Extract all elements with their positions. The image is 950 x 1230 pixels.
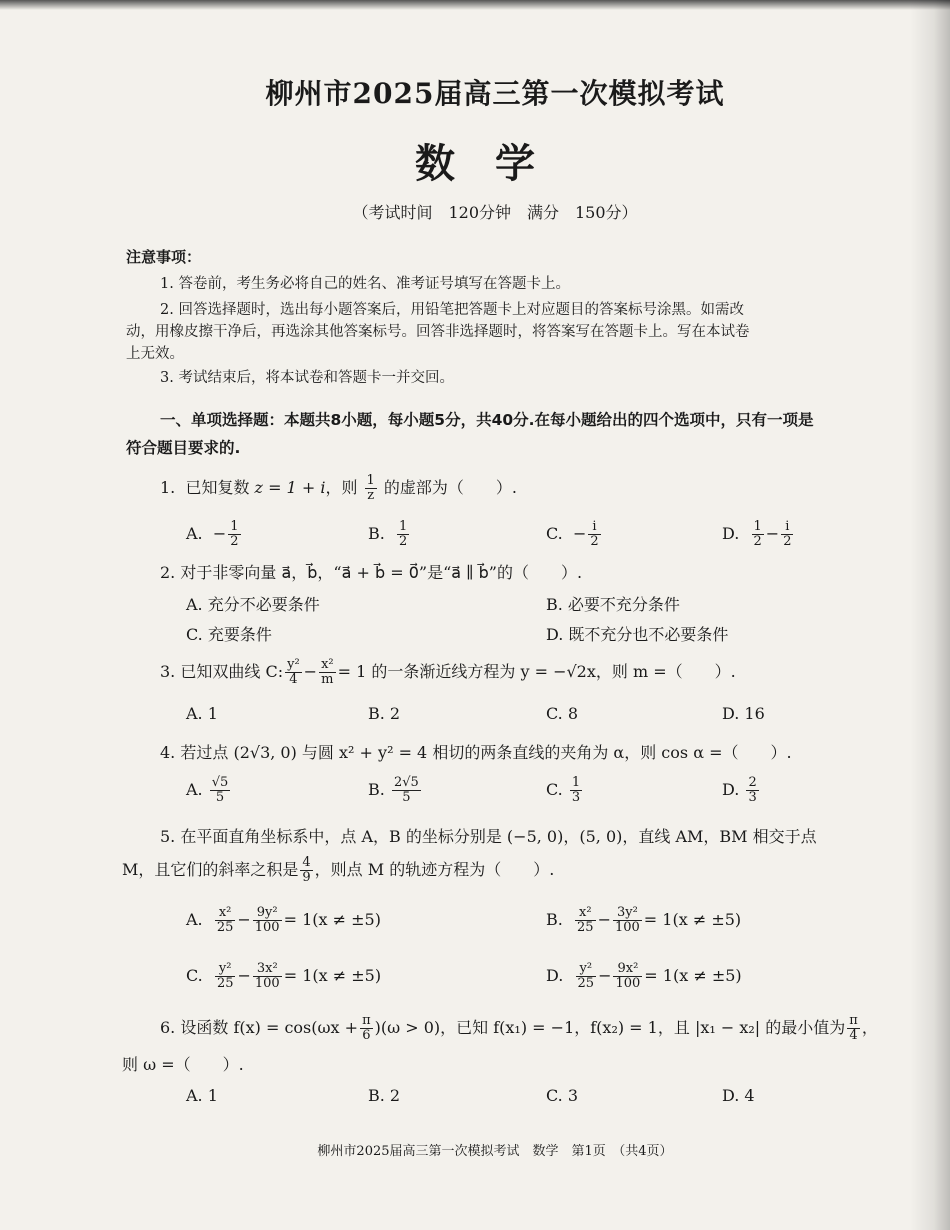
- q1-option-c: C. − $\frac{i}{2}$: [546, 519, 599, 549]
- question-3: 3. 已知双曲线 C: $\frac{\text{y²}}{4}$ − $\frac{\text{x²}}{m}$ = 1 的一条渐近线方程为 y = −√2x，则 m =（ ）.: [160, 657, 736, 687]
- q6-option-c: C. 3: [546, 1086, 579, 1105]
- q1-option-a: A. − $\frac{1}{2}$: [186, 519, 239, 549]
- q1-frac: $\frac{1}{z}$: [366, 473, 375, 503]
- q4-option-c: C. $\frac{1}{3}$: [546, 775, 581, 805]
- exam-title: 柳州市2025届高三第一次模拟考试: [265, 77, 725, 110]
- question-5-line1: 5. 在平面直角坐标系中，点 A，B 的坐标分别是 (−5, 0)，(5, 0)，直线 AM，BM 相交于点: [160, 827, 817, 846]
- q5-option-d: D. $\frac{\text{y²}}{25}$ − $\frac{\text{9x²}}{100}$ = 1(x ≠ ±5): [546, 961, 742, 991]
- q5-option-b: B. $\frac{\text{x²}}{25}$ − $\frac{\text{3y²}}{100}$ = 1(x ≠ ±5): [546, 905, 742, 935]
- section-heading-line2: 符合题目要求的.: [126, 439, 241, 457]
- question-5-line2: M，且它们的斜率之积是 $\frac{4}{9}$ ，则点 M 的轨迹方程为（ ）.: [122, 855, 555, 885]
- q4-option-d: D. $\frac{2}{3}$: [722, 775, 757, 805]
- question-1: 1. 已知复数 z = 1 + i，则 $\frac{1}{z}$ 的虚部为（ ）.: [160, 473, 518, 503]
- note-1: 1. 答卷前，考生务必将自己的姓名、准考证号填写在答题卡上。: [160, 276, 570, 292]
- q2-option-b: B. 必要不充分条件: [546, 595, 680, 614]
- subject-title: 数学: [415, 140, 575, 187]
- q5-option-a: A. $\frac{\text{x²}}{25}$ − $\frac{\text{9y²}}{100}$ = 1(x ≠ ±5): [186, 905, 381, 935]
- notes-heading: 注意事项：: [126, 248, 202, 266]
- q3-option-a: A. 1: [186, 704, 218, 723]
- q6-option-b: B. 2: [368, 1086, 401, 1105]
- question-4: 4. 若过点 (2√3, 0) 与圆 x² + y² = 4 相切的两条直线的夹角为 α，则 cos α =（ ）.: [160, 743, 792, 762]
- q2-option-a: A. 充分不必要条件: [186, 595, 320, 614]
- scan-top-edge: [0, 0, 950, 10]
- q3-option-d: D. 16: [722, 704, 765, 723]
- section-heading-line1: 一、单项选择题：本题共8小题，每小题5分，共40分.在每小题给出的四个选项中，只有一项是: [160, 411, 814, 429]
- q6-option-a: A. 1: [186, 1086, 218, 1105]
- note-3: 3. 考试结束后，将本试卷和答题卡一并交回。: [160, 370, 454, 386]
- q2-option-c: C. 充要条件: [186, 625, 272, 644]
- question-6-line1: 6. 设函数 f(x) = cos(ωx + $\frac{\pi}{6}$ )(ω > 0)，已知 f(x₁) = −1，f(x₂) = 1，且 |x₁ − x₂| 的最小值为 $\frac{\pi}{4}$ ，: [160, 1013, 878, 1043]
- q2-option-d: D. 既不充分也不必要条件: [546, 625, 729, 644]
- question-2: 2. 对于非零向量 a⃗，b⃗，“a⃗ + b⃗ = 0⃗”是“a⃗ ∥ b⃗”的（ ）.: [160, 563, 583, 582]
- note-2-line1: 2. 回答选择题时，选出每小题答案后，用铅笔把答题卡上对应题目的答案标号涂黑。如需改: [160, 302, 744, 318]
- note-2-line2: 动，用橡皮擦干净后，再选涂其他答案标号。回答非选择题时，将答案写在答题卡上。写在本试卷: [126, 324, 750, 340]
- question-6-line2: 则 ω =（ ）.: [122, 1055, 244, 1074]
- q5-option-c: C. $\frac{\text{y²}}{25}$ − $\frac{\text{3x²}}{100}$ = 1(x ≠ ±5): [186, 961, 382, 991]
- page-footer: 柳州市2025届高三第一次模拟考试 数学 第1页 （共4页）: [317, 1144, 673, 1159]
- q6-option-d: D. 4: [722, 1086, 755, 1105]
- exam-info: （考试时间 120分钟 满分 150分）: [352, 203, 638, 222]
- q1-option-d: D. $\frac{1}{2}$ − $\frac{i}{2}$: [722, 519, 792, 549]
- q1-option-b: B. $\frac{1}{2}$: [368, 519, 408, 549]
- q4-option-b: B. $\frac{2√5}{5}$: [368, 775, 419, 805]
- note-2-line3: 上无效。: [126, 346, 184, 362]
- q4-option-a: A. $\frac{√5}{5}$: [186, 775, 229, 805]
- q3-option-c: C. 8: [546, 704, 579, 723]
- q3-option-b: B. 2: [368, 704, 401, 723]
